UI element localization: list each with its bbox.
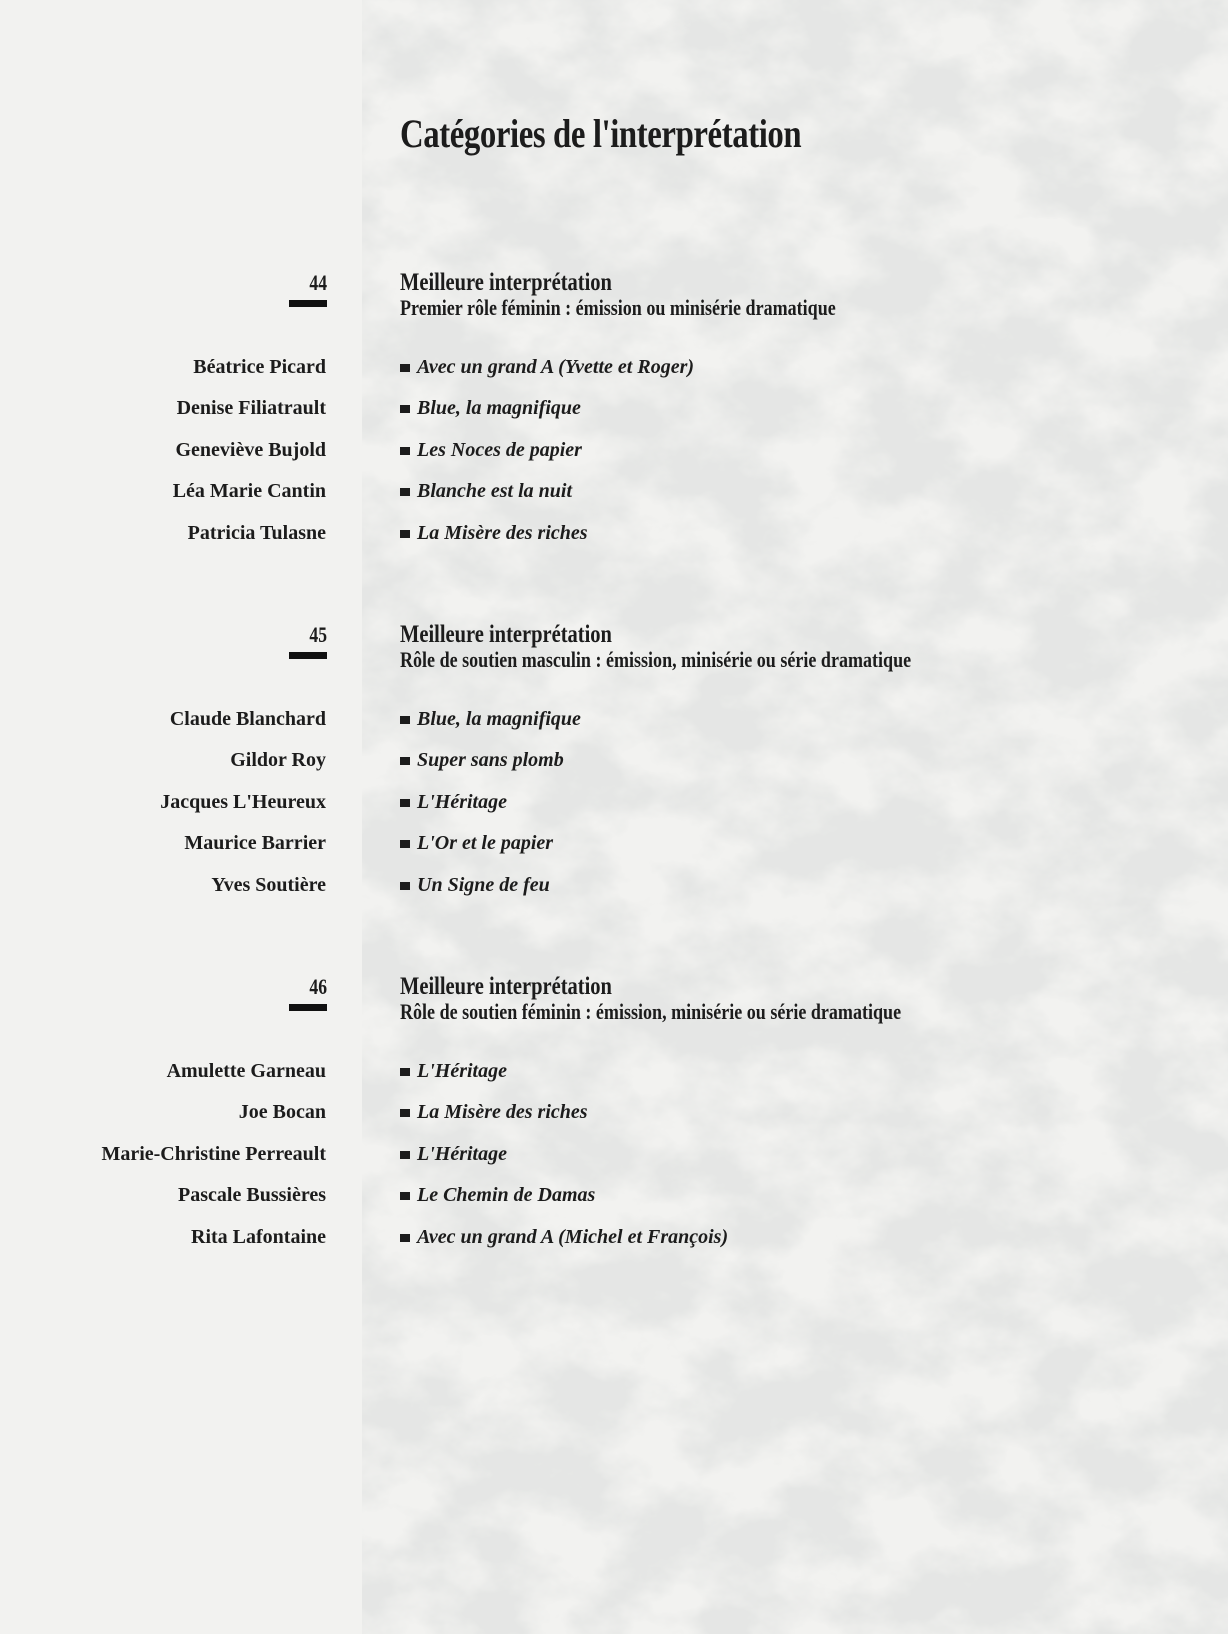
nominee-name: Gildor Roy bbox=[230, 749, 326, 772]
nominee-work bbox=[400, 480, 572, 503]
nominee-work bbox=[400, 874, 550, 897]
nominee-name: Denise Filiatrault bbox=[176, 397, 326, 420]
square-bullet-icon bbox=[400, 716, 410, 724]
nominee-list bbox=[0, 356, 1228, 563]
category-number: 45 bbox=[309, 622, 327, 647]
square-bullet-icon bbox=[400, 1234, 410, 1242]
nominee-work bbox=[400, 1143, 507, 1166]
nominee-name: Claude Blanchard bbox=[169, 708, 326, 730]
work-title: Blanche est la nuit bbox=[417, 480, 573, 503]
nominee-work bbox=[400, 522, 588, 545]
nominee-name: Maurice Barrier bbox=[184, 832, 326, 855]
square-bullet-icon bbox=[400, 799, 410, 807]
nominee-name: Léa Marie Cantin bbox=[172, 480, 326, 503]
nominee-work bbox=[400, 832, 553, 855]
nominee-row bbox=[0, 1184, 1228, 1225]
category-number: 46 bbox=[309, 974, 327, 999]
nominee-work bbox=[400, 708, 581, 731]
square-bullet-icon bbox=[400, 1109, 410, 1117]
nominee-name: Béatrice Picard bbox=[193, 356, 326, 378]
category-heading bbox=[400, 622, 911, 672]
nominee-row bbox=[0, 832, 1228, 873]
nominee-row bbox=[0, 522, 1228, 563]
nominee-work bbox=[400, 356, 694, 379]
category-title: Meilleure interprétation bbox=[400, 269, 612, 296]
square-bullet-icon bbox=[400, 840, 410, 848]
number-bar-icon bbox=[289, 1004, 327, 1011]
nominee-work bbox=[400, 439, 582, 462]
nominee-row bbox=[0, 1226, 1228, 1267]
category-subtitle: Rôle de soutien masculin : émission, minisérie ou série dramatique bbox=[400, 647, 912, 672]
nominee-name: Yves Soutière bbox=[211, 873, 326, 896]
nominee-row bbox=[0, 356, 1228, 397]
work-title: Avec un grand A (Yvette et Roger) bbox=[417, 356, 695, 378]
nominee-row bbox=[0, 1060, 1228, 1101]
nominee-row bbox=[0, 749, 1228, 790]
nominee-row bbox=[0, 874, 1228, 915]
work-title: Le Chemin de Damas bbox=[417, 1184, 596, 1207]
nominee-name: Geneviève Bujold bbox=[175, 438, 326, 461]
nominee-name: Pascale Bussières bbox=[178, 1184, 326, 1207]
square-bullet-icon bbox=[400, 488, 410, 496]
nominee-work bbox=[400, 1060, 507, 1083]
square-bullet-icon bbox=[400, 530, 410, 538]
category-subtitle: Rôle de soutien féminin : émission, minisérie ou série dramatique bbox=[400, 999, 902, 1024]
square-bullet-icon bbox=[400, 1068, 410, 1076]
number-bar-icon bbox=[289, 652, 327, 659]
work-title: Super sans plomb bbox=[417, 749, 564, 772]
nominee-name: Rita Lafontaine bbox=[191, 1225, 326, 1248]
work-title: L'Héritage bbox=[417, 1142, 507, 1165]
work-title: Les Noces de papier bbox=[417, 438, 582, 461]
nominee-list bbox=[0, 708, 1228, 915]
work-title: L'Héritage bbox=[417, 790, 507, 813]
square-bullet-icon bbox=[400, 405, 410, 413]
category-subtitle: Premier rôle féminin : émission ou minisérie dramatique bbox=[400, 295, 836, 320]
nominee-list bbox=[0, 1060, 1228, 1267]
nominee-row bbox=[0, 791, 1228, 832]
nominee-work bbox=[400, 1226, 728, 1249]
nominee-row bbox=[0, 1143, 1228, 1184]
square-bullet-icon bbox=[400, 1151, 410, 1159]
square-bullet-icon bbox=[400, 447, 410, 455]
nominee-name: Amulette Garneau bbox=[166, 1060, 326, 1082]
work-title: La Misère des riches bbox=[417, 521, 588, 544]
category-heading bbox=[400, 974, 901, 1024]
work-title: Blue, la magnifique bbox=[417, 397, 581, 420]
nominee-name: Jacques L'Heureux bbox=[160, 790, 326, 813]
nominee-work bbox=[400, 1184, 595, 1207]
work-title: Un Signe de feu bbox=[417, 873, 550, 896]
nominee-row bbox=[0, 708, 1228, 749]
category-title: Meilleure interprétation bbox=[400, 621, 612, 648]
work-title: Avec un grand A (Michel et François) bbox=[417, 1225, 729, 1248]
square-bullet-icon bbox=[400, 364, 410, 372]
nominee-name: Marie-Christine Perreault bbox=[101, 1142, 326, 1165]
work-title: La Misère des riches bbox=[417, 1101, 588, 1124]
nominee-row bbox=[0, 480, 1228, 521]
category-number: 44 bbox=[309, 270, 327, 295]
category-section-46 bbox=[0, 974, 1228, 1274]
page-title: Catégories de l'interprétation bbox=[400, 111, 802, 156]
nominee-work bbox=[400, 1101, 588, 1124]
category-title: Meilleure interprétation bbox=[400, 973, 612, 1000]
work-title: L'Or et le papier bbox=[417, 832, 554, 855]
work-title: L'Héritage bbox=[417, 1060, 507, 1082]
nominee-name: Patricia Tulasne bbox=[187, 521, 326, 544]
category-section-44 bbox=[0, 270, 1228, 570]
category-section-45 bbox=[0, 622, 1228, 922]
nominee-row bbox=[0, 1101, 1228, 1142]
square-bullet-icon bbox=[400, 1192, 410, 1200]
nominee-work bbox=[400, 791, 507, 814]
number-bar-icon bbox=[289, 300, 327, 307]
square-bullet-icon bbox=[400, 757, 410, 765]
nominee-work bbox=[400, 397, 581, 420]
nominee-row bbox=[0, 439, 1228, 480]
square-bullet-icon bbox=[400, 882, 410, 890]
category-heading bbox=[400, 270, 836, 320]
work-title: Blue, la magnifique bbox=[417, 708, 581, 730]
nominee-work bbox=[400, 749, 564, 772]
nominee-name: Joe Bocan bbox=[238, 1101, 326, 1124]
nominee-row bbox=[0, 397, 1228, 438]
